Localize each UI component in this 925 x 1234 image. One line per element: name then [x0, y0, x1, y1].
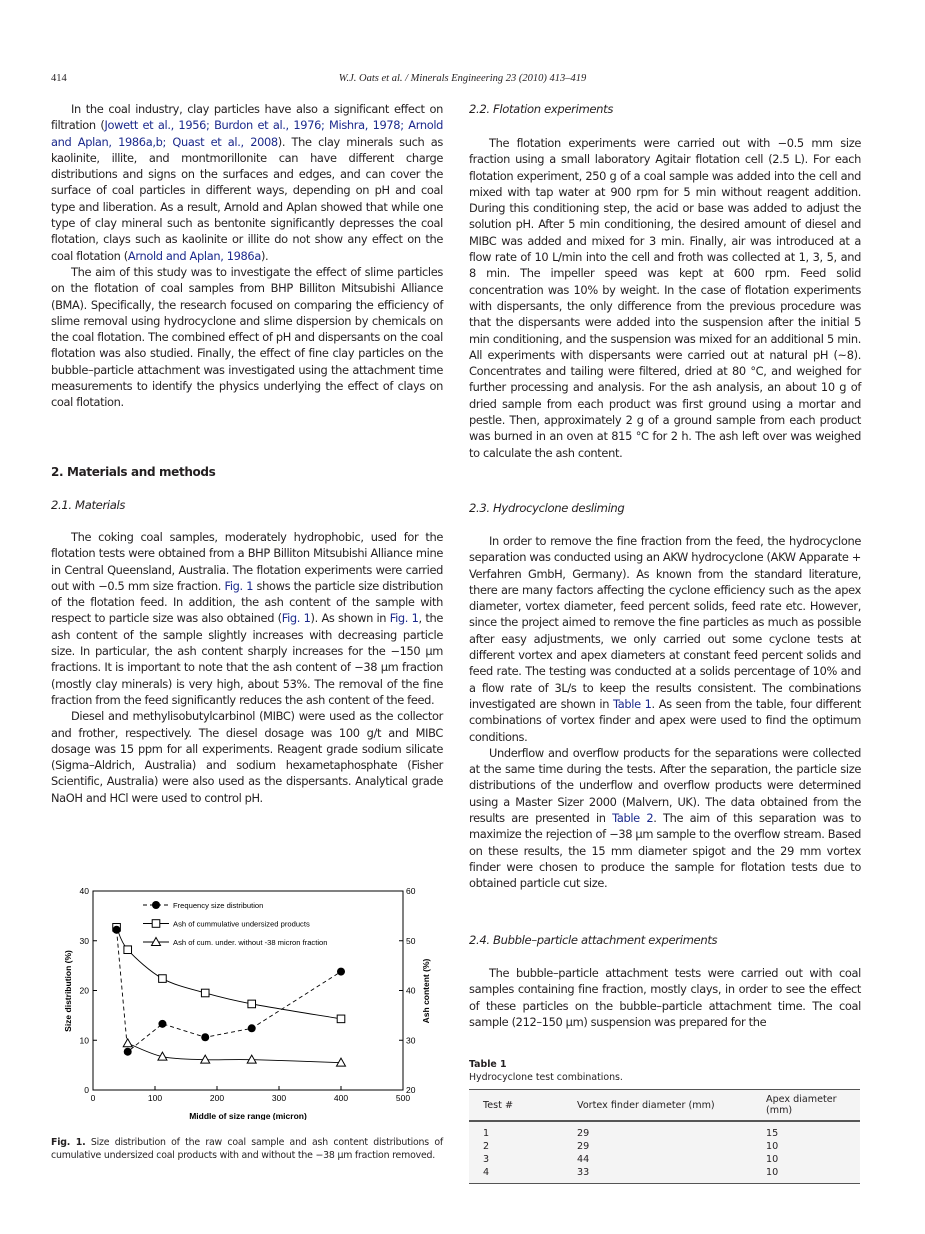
- data-point-triangle: [123, 1039, 132, 1047]
- series-line: [117, 930, 341, 1052]
- x-tick-label: 200: [209, 1093, 225, 1103]
- data-point-square: [337, 1015, 345, 1023]
- table-cell: 15: [752, 1121, 860, 1140]
- legend-entry: Ash of cum. under. without -38 micron fraction: [173, 938, 328, 947]
- table-row: [469, 1153, 860, 1166]
- journal-citation: W.J. Oats et al. / Minerals Engineering 23 (2010) 413–419: [338, 73, 587, 84]
- table-row: [469, 1140, 860, 1153]
- column-header: Test #: [469, 1090, 563, 1122]
- figure-caption-label: Fig. 1.: [51, 1137, 86, 1148]
- table-label: Table 1: [469, 1059, 507, 1070]
- flotation-body: [469, 135, 861, 461]
- running-header: [0, 73, 925, 87]
- materials-body: [51, 529, 443, 806]
- subsection-attachment: [469, 932, 861, 948]
- subsection-heading: 2.4. Bubble–particle attachment experiments: [469, 933, 718, 947]
- paragraph-hydrocyclone-setup: [469, 533, 861, 745]
- table-1: [469, 1089, 860, 1184]
- subsection-heading: 2.1. Materials: [51, 498, 126, 512]
- y2-tick-label: 50: [406, 935, 416, 946]
- text-run: The coking coal samples, moderately hydrophobic, used for the flotation tests were obtained from a BHP Billiton Mitsubishi Alliance mine in Central Queensland, Australia. The flotation experiments were carried out with −0.5 mm size fraction.: [51, 530, 443, 593]
- figure-1-chart: [51, 880, 451, 1120]
- text-run: In the coal industry, clay particles have also a significant effect on filtration (: [51, 102, 443, 133]
- figure-caption-text: Size distribution of the raw coal sample and ash content distributions of cumulative undersized coal products with and without the −38 μm fraction removed.: [51, 1137, 444, 1161]
- data-point-square: [159, 975, 167, 983]
- data-point-circle: [124, 1048, 132, 1056]
- citation-link[interactable]: Fig. 1: [389, 611, 419, 626]
- x-tick-label: 0: [90, 1093, 96, 1103]
- legend-entry: Frequency size distribution: [173, 901, 264, 910]
- subsection-heading: 2.3. Hydrocyclone desliming: [469, 501, 625, 515]
- table-row: [469, 1121, 860, 1140]
- legend-entry: Ash of cummulative undersized products: [173, 919, 310, 929]
- table-cell: 10: [752, 1140, 860, 1153]
- chart-legend: [143, 901, 327, 947]
- citation-link[interactable]: Fig. 1: [224, 578, 254, 593]
- data-point-circle: [248, 1024, 256, 1032]
- paragraph-reagents: Diesel and methylisobutylcarbinol (MIBC) were used as the collector and frother, respectively. The diesel dosage was 100 g/t and MIBC dosage was 15 ppm for all experiments. Reagent grade sodium silicate (Sigma–Aldrich, Australia) and sodium hexametaphosphate (Fisher Scientific, Australia) were also used as the dispersants. Analytical grade NaOH and HCl were used to control pH.: [51, 709, 443, 805]
- y-tick-label: 20: [79, 985, 89, 996]
- paragraph-underflow-overflow: [469, 745, 861, 892]
- attachment-body: [469, 965, 861, 1030]
- paragraph-clay-filtration: [51, 101, 443, 264]
- citation-link[interactable]: Fig. 1: [281, 611, 311, 626]
- data-point-circle: [113, 926, 121, 934]
- data-point-triangle: [152, 938, 161, 946]
- data-point-circle: [337, 968, 345, 976]
- table-cell: 4: [469, 1166, 563, 1184]
- y2-tick-label: 60: [406, 886, 416, 896]
- data-point-square: [152, 920, 160, 928]
- text-run: In order to remove the fine fraction from the feed, the hydrocyclone separation was conducted using an AKW hydrocyclone (AKW Apparate + Verfahren GmbH, Germany). As known from the standard literature, there are many factors affecting the cyclone efficiency such as the apex diameter, vortex diameter, feed percent solids, feed rate etc. However, since the project aimed to remove the fine particles as much as possible after easy adjustments, we only carried out some cyclone tests at different vortex and apex diameters at constant feed percent solids and feed rate. The testing was conducted at a solids percentage of 10% and a flow rate of 3L/s to keep the results consistent. The combinations investigated are shown in: [469, 534, 862, 711]
- citation-link[interactable]: Table 1: [613, 696, 652, 711]
- data-point-circle: [158, 1020, 166, 1028]
- text-run: ). The clay minerals such as kaolinite, illite, and montmorillonite can have different charge distributions and signs on the surfaces and edges, and can cover the surface of coal particles in different ways, depending on pH and coal type and liberation. As a result, Arnold and Aplan showed that while one type of clay mineral such as bentonite significantly depresses the coal flotation, clays such as kaolinite or illite do not show any effect on the coal flotation (: [51, 134, 443, 263]
- subsection-heading: 2.2. Flotation experiments: [469, 102, 614, 116]
- y-tick-label: 10: [79, 1035, 89, 1046]
- table-cell: 1: [469, 1121, 563, 1140]
- data-point-circle: [152, 901, 160, 909]
- x-axis-label: Middle of size range (micron): [189, 1111, 307, 1120]
- citation-link[interactable]: Arnold and Aplan, 1986a: [127, 248, 261, 263]
- section-heading: 2. Materials and methods: [51, 465, 216, 479]
- y-tick-label: 30: [79, 935, 89, 946]
- text-run: ).: [260, 248, 269, 263]
- subsection-materials: [51, 497, 443, 513]
- x-tick-label: 500: [395, 1093, 411, 1103]
- y-tick-label: 0: [84, 1085, 89, 1095]
- y-tick-label: 40: [79, 886, 89, 896]
- table-cell: 33: [563, 1166, 752, 1184]
- subsection-hydrocyclone: [469, 500, 861, 516]
- x-tick-label: 300: [271, 1093, 287, 1103]
- subsection-flotation: [469, 101, 861, 117]
- text-run: ). As shown in: [310, 611, 390, 626]
- paragraph-study-aim: The aim of this study was to investigate the effect of slime particles on the flotation of coal samples from BHP Billiton Mitsubishi Alliance (BMA). Specifically, the research focused on comparing the efficiency of slime removal using hydrocyclone and slime dispersion by chemicals on the coal flotation. The combined effect of pH and dispersants on the coal flotation was also studied. Finally, the effect of fine clay particles on the bubble–particle attachment was investigated using the attachment time measurements to identify the physics underlying the effect of clays on coal flotation.: [51, 264, 443, 410]
- y2-tick-label: 20: [406, 1085, 416, 1095]
- paragraph-coal-samples: [51, 529, 443, 708]
- x-tick-label: 400: [333, 1093, 349, 1103]
- column-header: Apex diameter (mm): [752, 1090, 860, 1122]
- data-point-square: [248, 1000, 256, 1008]
- y-axis-label-left: Size distribution (%): [63, 950, 73, 1032]
- table-cell: 2: [469, 1140, 563, 1153]
- column-header: Vortex finder diameter (mm): [563, 1090, 752, 1122]
- data-point-circle: [201, 1033, 209, 1041]
- section-materials-methods: [51, 464, 443, 480]
- text-run: shows the particle size distribution of the flotation feed. In addition, the ash content of the sample with respect to particle size was also obtained (: [51, 578, 443, 626]
- text-run: , the ash content of the sample slightly increases with decreasing particle size. In particular, the ash content sharply increases for the −150 μm fractions. It is important to note that the ash content of −38 μm fraction (mostly clay minerals) is very high, about 53%. The removal of the fine fraction from the feed significantly reduces the ash content of the feed.: [51, 611, 443, 707]
- x-tick-label: 100: [147, 1093, 163, 1103]
- figure-1-caption: [51, 1136, 443, 1162]
- hydrocyclone-body: [469, 533, 861, 892]
- y2-tick-label: 30: [406, 1035, 416, 1046]
- table-row: [469, 1166, 860, 1184]
- table-cell: 44: [563, 1153, 752, 1166]
- table-cell: 29: [563, 1140, 752, 1153]
- y2-tick-label: 40: [406, 985, 416, 996]
- citation-link[interactable]: Jowett et al., 1956; Burdon et al., 1976; Mishra, 1978; Arnold and Aplan, 1986a,b; Quast et al., 2008: [51, 118, 444, 149]
- table-cell: 10: [752, 1153, 860, 1166]
- text-run: . The aim of this separation was to maximize the rejection of −38 μm sample to the overflow stream. Based on these results, the 15 mm diameter spigot and the 29 mm vortex finder were chosen to produce the sample for flotation tests due to obtained particle cut size.: [469, 811, 861, 891]
- data-point-square: [124, 946, 132, 954]
- table-cell: 29: [563, 1121, 752, 1140]
- page-number: 414: [51, 73, 67, 84]
- text-run: Underflow and overflow products for the separations were collected at the same time during the tests. After the separation, the particle size distributions of the underflow and overflow products were determined using a Master Sizer 2000 (Malvern, UK). The data obtained from the results are presented in: [469, 745, 861, 826]
- y-axis-label-right: Ash content (%): [421, 958, 431, 1024]
- table-caption: Hydrocyclone test combinations.: [469, 1072, 623, 1083]
- table-cell: 3: [469, 1153, 563, 1166]
- paragraph-attachment-tests: The bubble–particle attachment tests were carried out with coal samples containing fine fraction, mostly clays, in order to see the effect of these particles on the bubble–particle attachment time. The coal sample (212–150 μm) suspension was prepared for the: [469, 966, 861, 1029]
- data-point-square: [201, 989, 209, 997]
- text-run: . As seen from the table, four different combinations of vortex finder and apex were used to find the optimum conditions.: [469, 696, 861, 744]
- table-cell: 10: [752, 1166, 860, 1184]
- table-1-title: [469, 1058, 623, 1084]
- table-header-row: [469, 1090, 860, 1122]
- left-column: [51, 101, 443, 411]
- paragraph-flotation-procedure: The flotation experiments were carried out with −0.5 mm size fraction using a small laboratory Agitair flotation cell (2.5 L). For each flotation experiment, 250 g of a coal sample was added into the cell and mixed with tap water at 900 rpm for 5 min without reagent addition. During this conditioning step, the acid or base was added to adjust the solution pH. After 5 min conditioning, the desired amount of diesel and MIBC was added and mixed for 3 min. Finally, air was introduced at a flow rate of 10 L/min into the cell and froth was collected at 1, 3, 5, and 8 min. The impeller speed was kept at 600 rpm. Feed solid concentration was 10% by weight. In the case of flotation experiments with dispersants, the only difference from the previous procedure was that the dispersants were added into the suspension after the initial 5 min conditioning, and the suspension was mixed for an additional 5 min. All experiments with dispersants were carried out at natural pH (~8). Concentrates and tailing were filtered, dried at 80 °C, and weighed for further processing and analysis. For the ash analysis, an about 10 g of dried sample from each product was first ground using a mortar and pestle. Then, approximately 2 g of a ground sample from each product was burned in an oven at 815 °C for 2 h. The ash left over was weighed to calculate the ash content.: [469, 136, 861, 460]
- citation-link[interactable]: Table 2: [612, 811, 654, 826]
